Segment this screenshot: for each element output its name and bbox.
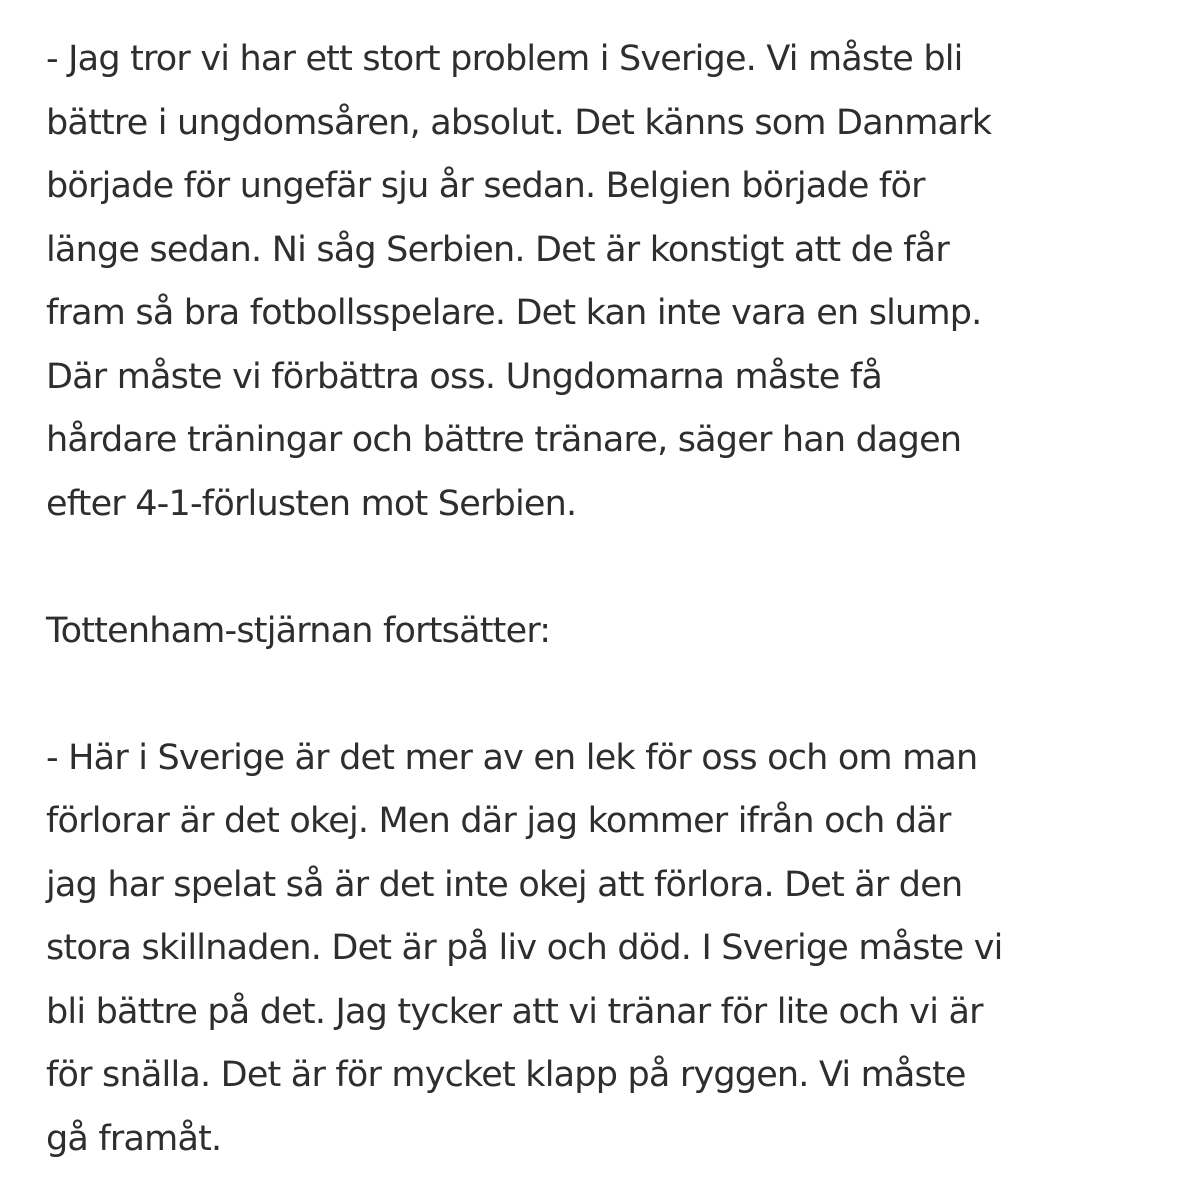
text-line: länge sedan. Ni såg Serbien. Det är konstigt att de får (46, 229, 949, 270)
text-line: fram så bra fotbollsspelare. Det kan inte vara en slump. (46, 293, 982, 333)
text-line: - Här i Sverige är det mer av en lek för oss och om man (46, 737, 978, 778)
paragraph-spacer (46, 663, 1166, 727)
paragraph-quote-2 (46, 727, 1166, 1172)
paragraph-intro (46, 600, 1166, 664)
text-line: för snälla. Det är för mycket klapp på ryggen. Vi måste (46, 1055, 966, 1095)
text-line: bli bättre på det. Jag tycker att vi tränar för lite och vi är (46, 991, 983, 1032)
paragraph-quote-1 (46, 28, 1166, 536)
text-line: gå framåt. (46, 1118, 222, 1159)
text-line: Tottenham-stjärnan fortsätter: (46, 610, 551, 651)
text-line: efter 4-1-förlusten mot Serbien. (46, 483, 577, 524)
text-line: jag har spelat så är det inte okej att förlora. Det är den (46, 864, 963, 905)
text-line: bättre i ungdomsåren, absolut. Det känns som Danmark (46, 102, 992, 143)
text-line: förlorar är det okej. Men där jag kommer ifrån och där (46, 801, 951, 841)
article-body (46, 28, 1166, 1171)
text-line: Där måste vi förbättra oss. Ungdomarna måste få (46, 356, 883, 397)
text-line: stora skillnaden. Det är på liv och död. I Sverige måste vi (46, 928, 1003, 968)
text-line: började för ungefär sju år sedan. Belgien började för (46, 166, 925, 206)
text-line: - Jag tror vi har ett stort problem i Sverige. Vi måste bli (46, 39, 963, 79)
text-line: hårdare träningar och bättre tränare, säger han dagen (46, 420, 962, 460)
paragraph-spacer (46, 536, 1166, 600)
